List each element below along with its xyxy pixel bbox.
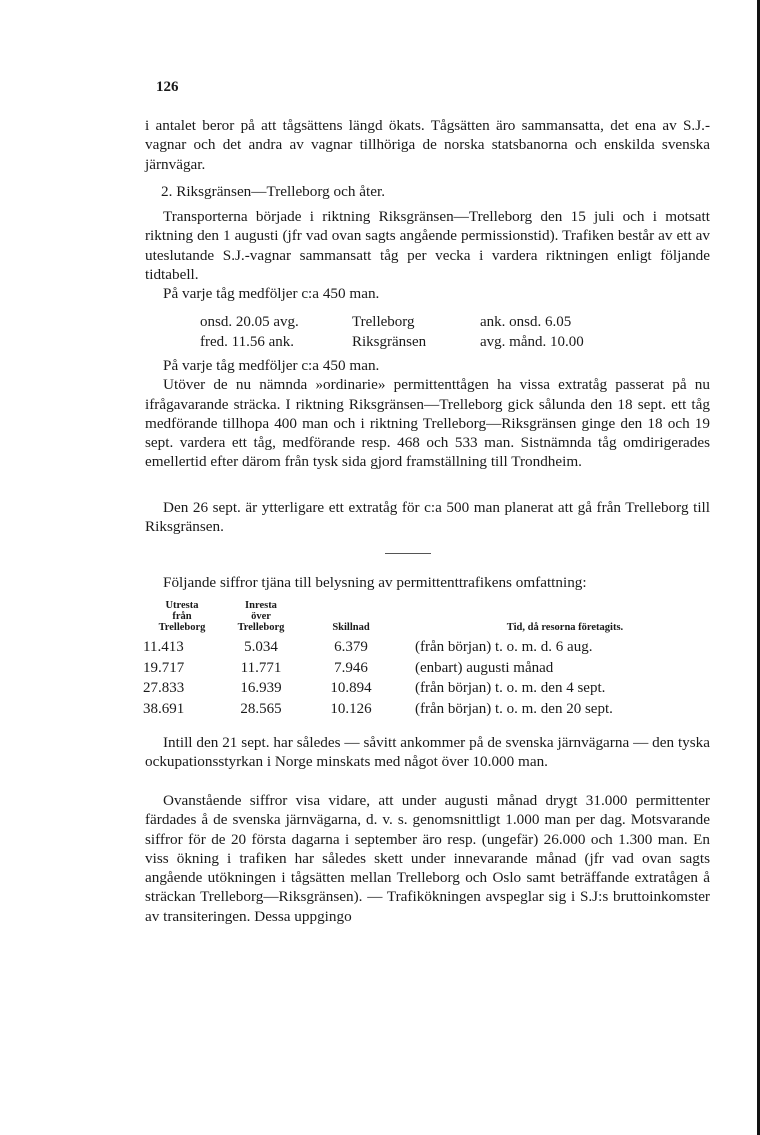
- paragraph-2-text: Transporterna började i riktning Riksgränsen—Trelleborg den 15 juli och i motsatt riktning den 1 augusti (jfr vad ovan sagts angående permissionstid). Trafiken består av ett av uteslutande S.J.-vagnar sammansatt tåg per vecka i vardera riktningen enligt följande tidtabell.: [145, 208, 710, 283]
- cell-inbound: 28.565: [240, 700, 282, 717]
- paragraph-7: [145, 733, 710, 772]
- cell-period: (enbart) augusti månad: [415, 659, 554, 676]
- table-row: [143, 658, 715, 679]
- paragraph-5: [145, 498, 710, 537]
- cell-inbound: 5.034: [244, 639, 278, 655]
- cell-outbound: 11.413: [143, 639, 184, 655]
- paragraph-8: [145, 791, 710, 926]
- cell-difference: 7.946: [334, 659, 368, 676]
- table-row: [143, 637, 715, 658]
- section-divider: [385, 553, 431, 554]
- timetable-arrival: ank. onsd. 6.05: [480, 314, 572, 330]
- page-number: 126: [156, 79, 179, 95]
- section-heading-2: 2. Riksgränsen—Trelleborg och åter.: [161, 183, 385, 200]
- paragraph-2b-text: På varje tåg medföljer c:a 450 man.: [163, 285, 380, 303]
- paragraph-5-text: Den 26 sept. är ytterligare ett extratåg för c:a 500 man planerat att gå från Trelleborg till Riksgränsen.: [145, 499, 710, 536]
- cell-period: (från början) t. o. m. d. 6 aug.: [415, 639, 593, 655]
- header-outbound: Utresta från Trelleborg: [158, 600, 206, 633]
- cell-difference: 10.894: [330, 680, 372, 696]
- timetable-departure: onsd. 20.05 avg.: [200, 314, 299, 330]
- cell-period: (från början) t. o. m. den 4 sept.: [415, 680, 606, 696]
- table-header-row: [143, 600, 715, 637]
- cell-difference: 6.379: [334, 639, 368, 655]
- paragraph-1: [145, 116, 710, 174]
- table-row: [143, 699, 715, 720]
- header-inbound: Inresta över Trelleborg: [237, 600, 285, 633]
- paragraph-8-text: Ovanstående siffror visa vidare, att under augusti månad drygt 31.000 permittenter färdades å de svenska järnvägarna, d. v. s. genomsnittligt 1.000 man per dag. Motsvarande siffror för de 20 första dagarna i september äro resp. (ungefär) 26.000 och 1.300 man. En viss ökning i trafiken har således skett under innevarande månad (jfr vad ovan sagts angående utökningen i tågsätten mellan Trelleborg och Oslo samt beträffande extratågen å sträckan Trelleborg—Riksgränsen). — Trafikökningen avspeglar sig i S.J:s bruttoinkomster av transiteringen. Dessa uppgingo: [145, 792, 710, 925]
- paragraph-3-text: På varje tåg medföljer c:a 450 man.: [163, 357, 380, 374]
- cell-period: (från början) t. o. m. den 20 sept.: [415, 700, 613, 717]
- timetable-row: [200, 312, 584, 332]
- cell-outbound: 19.717: [143, 659, 185, 676]
- cell-inbound: 11.771: [240, 659, 282, 676]
- header-difference: Skillnad: [332, 622, 370, 633]
- timetable-row: [200, 332, 584, 352]
- header-period: Tid, då resorna företagits.: [506, 622, 624, 633]
- paragraph-1-text: i antalet beror på att tågsättens längd ökats. Tågsätten äro sammansatta, det ena av S.J.-vagnar och det andra av vagnar tillhöriga de norska statsbanorna och enskilda svenska järnvägar.: [145, 117, 710, 173]
- timetable: [200, 312, 584, 352]
- timetable-station: Riksgränsen: [352, 334, 427, 350]
- cell-inbound: 16.939: [240, 680, 282, 696]
- paragraph-6: [145, 573, 710, 592]
- paragraph-7-text: Intill den 21 sept. har således — såvitt ankommer på de svenska järnvägarna — den tyska ockupationsstyrkan i Norge minskats med något över 10.000 man.: [145, 734, 710, 771]
- cell-difference: 10.126: [330, 700, 372, 717]
- timetable-arrival: avg. månd. 10.00: [480, 334, 584, 350]
- timetable-departure: fred. 11.56 ank.: [200, 334, 294, 350]
- paragraph-6-text: Följande siffror tjäna till belysning av permittenttrafikens omfattning:: [163, 574, 587, 591]
- cell-outbound: 38.691: [143, 700, 185, 717]
- statistics-table: [143, 600, 715, 719]
- timetable-station: Trelleborg: [352, 314, 415, 330]
- cell-outbound: 27.833: [143, 680, 185, 696]
- paragraph-4-text: Utöver de nu nämnda »ordinarie» permittenttågen ha vissa extratåg passerat på nu ifrågavarande sträcka. I riktning Riksgränsen—Trelleborg gick sålunda den 18 sept. ett tåg medförande tillhopa 400 man och i riktning Trelleborg—Riksgränsen ginge den 18 och 19 sept. vardera ett tåg, medförande resp. 468 och 533 man. Sistnämnda tåg omdirigerades emellertid efter därom från tysk sida gjord framställning till Trondheim.: [145, 376, 710, 471]
- paragraph-2: [145, 207, 710, 303]
- table-row: [143, 678, 715, 699]
- paragraph-3: [145, 356, 710, 472]
